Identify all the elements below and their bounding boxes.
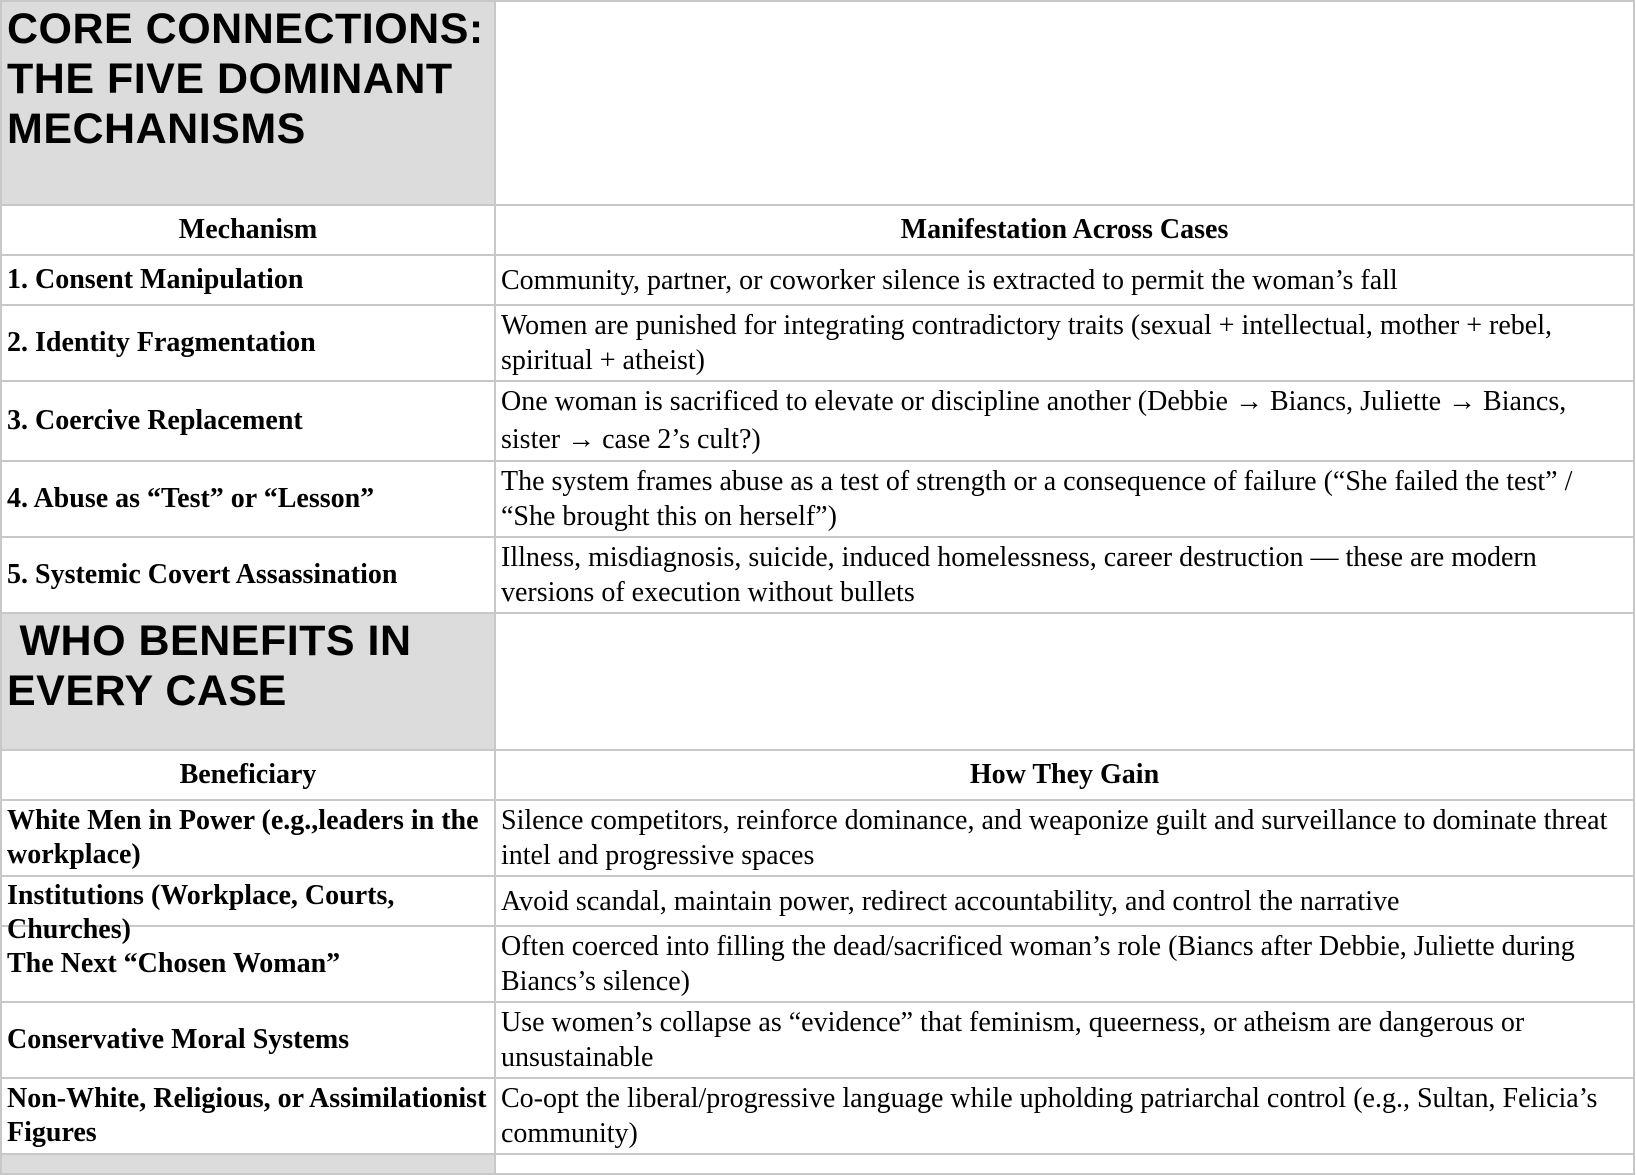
table-row — [1, 381, 1634, 461]
empty-cell — [495, 613, 1634, 750]
section-title: CORE CONNECTIONS: THE FIVE DOMINANT MECHANISMS — [1, 1, 495, 205]
table-row — [1, 305, 1634, 381]
table-row — [1, 1078, 1634, 1154]
row-label: Conservative Moral Systems — [1, 1002, 495, 1078]
table-row — [1, 1002, 1634, 1078]
row-label: 1. Consent Manipulation — [1, 255, 495, 305]
row-label — [1, 876, 495, 945]
row-label: White Men in Power (e.g.,leaders in the workplace) — [1, 800, 495, 876]
empty-cell — [495, 1, 1634, 205]
row-label: 5. Systemic Covert Assassination — [1, 537, 495, 613]
next-section-title-cell — [1, 1154, 495, 1174]
row-text: Avoid scandal, maintain power, redirect accountability, and control the narrative — [495, 876, 1634, 926]
empty-cell — [495, 1154, 1634, 1174]
table-row — [1, 926, 1634, 1002]
table-header-row — [1, 750, 1634, 800]
row-label-text: Institutions (Workplace, Courts, Churches) — [7, 880, 395, 945]
row-label: 4. Abuse as “Test” or “Lesson” — [1, 461, 495, 537]
column-header-how-they-gain: How They Gain — [495, 750, 1634, 800]
row-text: Community, partner, or coworker silence is extracted to permit the woman’s fall — [495, 255, 1634, 305]
column-header-manifestation: Manifestation Across Cases — [495, 205, 1634, 255]
column-header-beneficiary: Beneficiary — [1, 750, 495, 800]
column-header-mechanism: Mechanism — [1, 205, 495, 255]
table-header-row — [1, 205, 1634, 255]
row-text: Often coerced into filling the dead/sacrificed woman’s role (Biancs after Debbie, Juliette during Biancs’s silence) — [495, 926, 1634, 1002]
row-label: 3. Coercive Replacement — [1, 381, 495, 461]
row-label: Non-White, Religious, or Assimilationist Figures — [1, 1078, 495, 1154]
next-section-row — [1, 1154, 1634, 1174]
row-text: Use women’s collapse as “evidence” that feminism, queerness, or atheism are dangerous or unsustainable — [495, 1002, 1634, 1078]
table-row — [1, 876, 1634, 926]
section-title-row — [1, 613, 1634, 750]
row-label: The Next “Chosen Woman” — [1, 926, 495, 1002]
table-row — [1, 461, 1634, 537]
row-text: Women are punished for integrating contradictory traits (sexual + intellectual, mother + rebel, spiritual + atheist) — [495, 305, 1634, 381]
table-row — [1, 800, 1634, 876]
row-text: Illness, misdiagnosis, suicide, induced homelessness, career destruction — these are modern versions of execution without bullets — [495, 537, 1634, 613]
row-text: Silence competitors, reinforce dominance, and weaponize guilt and surveillance to dominate threat intel and progressive spaces — [495, 800, 1634, 876]
row-text: The system frames abuse as a test of strength or a consequence of failure (“She failed the test” / “She brought this on herself”) — [495, 461, 1634, 537]
table-row — [1, 255, 1634, 305]
section-title-row — [1, 1, 1634, 205]
table-row — [1, 537, 1634, 613]
row-label: 2. Identity Fragmentation — [1, 305, 495, 381]
row-text: One woman is sacrificed to elevate or discipline another (Debbie → Biancs, Juliette → Biancs, sister → case 2’s cult?) — [495, 381, 1634, 461]
row-text: Co-opt the liberal/progressive language while upholding patriarchal control (e.g., Sultan, Felicia’s community) — [495, 1078, 1634, 1154]
section-title: WHO BENEFITS IN EVERY CASE — [1, 613, 495, 750]
